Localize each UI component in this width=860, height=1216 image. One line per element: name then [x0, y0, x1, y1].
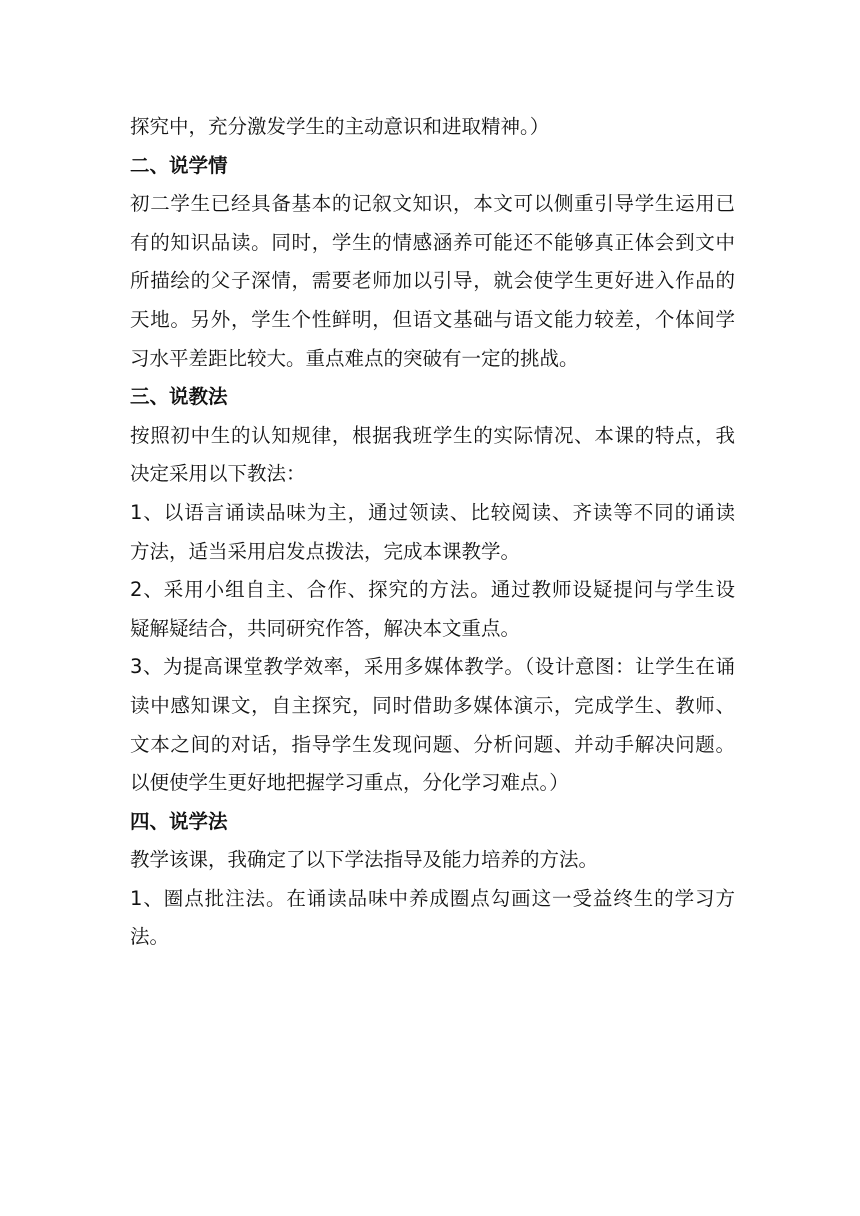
paragraph-line: 按照初中生的认知规律，根据我班学生的实际情况、本课的特点，我 — [130, 423, 735, 447]
list-item-line: 方法，适当采用启发点拨法，完成本课教学。 — [130, 539, 521, 563]
list-item-line: 疑解疑结合，共同研究作答，解决本文重点。 — [130, 616, 521, 640]
list-item-line: 2、采用小组自主、合作、探究的方法。通过教师设疑提问与学生设 — [130, 578, 735, 602]
section-heading-teaching-methods: 三、说教法 — [130, 385, 228, 409]
paragraph-line: 有的知识品读。同时，学生的情感涵养可能还不能够真正体会到文中 — [130, 230, 735, 254]
list-item-line: 以便使学生更好地把握学习重点，分化学习难点。） — [130, 771, 569, 795]
paragraph-line: 教学该课，我确定了以下学法指导及能力培养的方法。 — [130, 848, 599, 872]
document-page — [130, 108, 735, 957]
section-heading-student-analysis: 二、说学情 — [130, 153, 228, 177]
list-item-line: 1、圈点批注法。在诵读品味中养成圈点勾画这一受益终生的学习方 — [130, 886, 735, 910]
paragraph-line: 所描绘的父子深情，需要老师加以引导，就会使学生更好进入作品的 — [130, 269, 735, 293]
list-item-line: 法。 — [130, 925, 170, 949]
list-item-line: 文本之间的对话，指导学生发现问题、分析问题、并动手解决问题。 — [130, 732, 735, 756]
list-item-line: 1、以语言诵读品味为主，通过领读、比较阅读、齐读等不同的诵读 — [130, 500, 735, 524]
paragraph-line: 决定采用以下教法： — [130, 462, 306, 486]
paragraph-line: 习水平差距比较大。重点难点的突破有一定的挑战。 — [130, 346, 579, 370]
list-item-line: 3、为提高课堂教学效率，采用多媒体教学。（设计意图：让学生在诵 — [130, 655, 735, 679]
paragraph-line: 探究中，充分激发学生的主动意识和进取精神。） — [130, 115, 550, 138]
section-heading-learning-methods: 四、说学法 — [130, 809, 228, 833]
list-item-line: 读中感知课文，自主探究，同时借助多媒体演示，完成学生、教师、 — [130, 693, 735, 717]
paragraph-line: 天地。另外，学生个性鲜明，但语文基础与语文能力较差，个体间学 — [130, 307, 735, 331]
paragraph-line: 初二学生已经具备基本的记叙文知识，本文可以侧重引导学生运用已 — [130, 192, 735, 216]
